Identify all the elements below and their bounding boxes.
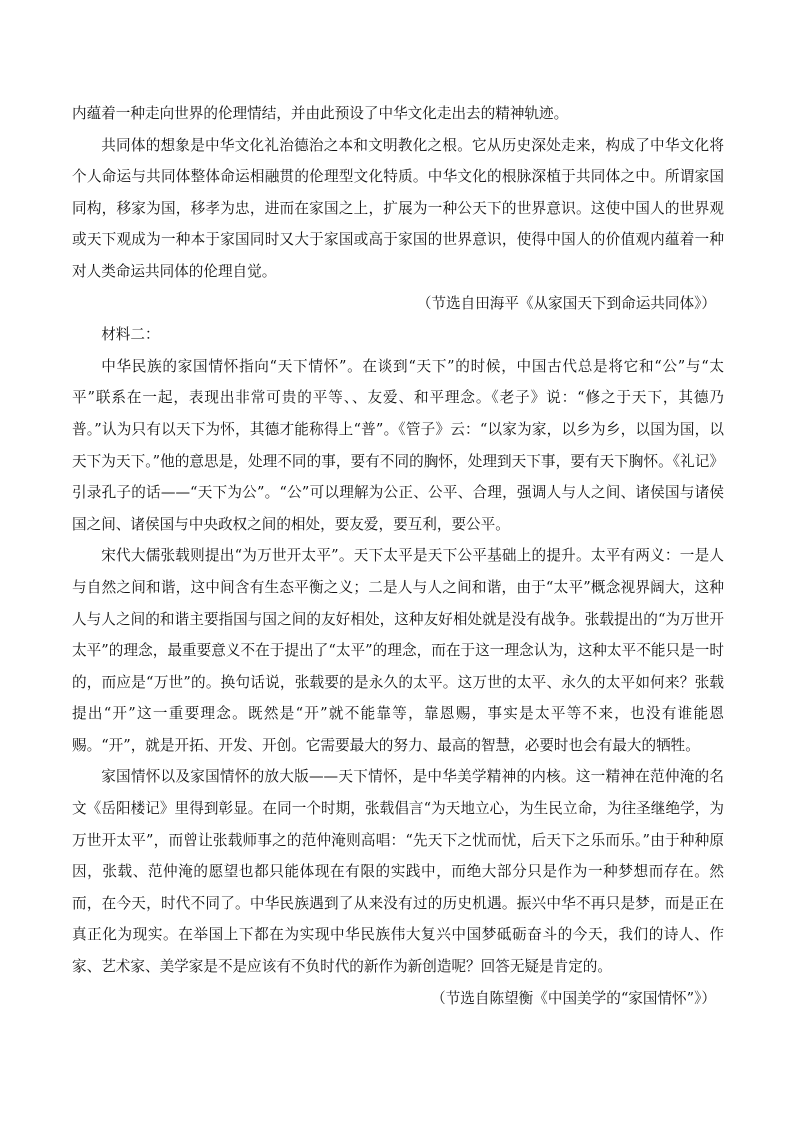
source-citation-2: （节选自陈望衡《中国美学的“家国情怀”》） [431, 989, 716, 1007]
paragraph-tianxia: 中华民族的家国情怀指向“天下情怀”。在谈到“天下”的时候，中国古代总是将它和“公”与“太平”联系在一起，表现出非常可贵的平等、、友爱、和平理念。《老子》说：“修之于天下，其德乃普。”认为只有以天下为怀，其德才能称得上“普”。《管子》云：“以家为家，以乡为乡，以国为国，以天下为天下。”他的意思是，处理不同的事，要有不同的胸怀，处理到天下事，要有天下胸怀。《礼记》引录孔子的话——“天下为公”。“公”可以理解为公正、公平、合理，强调人与人之间、诸侯国与诸侯国之间、诸侯国与中央政权之间的相处，要友爱，要互利，要公平。 [72, 357, 724, 533]
source-citation-1: （节选自田海平《从家国天下到命运共同体》） [416, 294, 716, 312]
paragraph-aesthetics: 家国情怀以及家国情怀的放大版——天下情怀，是中华美学精神的内核。这一精神在范仲淹的名文《岳阳楼记》里得到彰显。在同一个时期，张载倡言“为天地立心，为生民立命，为往圣继绝学，为万世开太平”，而曾让张载师事之的范仲淹则高唱：“先天下之忧而忧，后天下之乐而乐。”由于种种原因，张载、范仲淹的愿望也都只能体现在有限的实践中，而绝大部分只是作为一种梦想而存在。然而，在今天，时代不同了。中华民族遇到了从来没有过的历史机遇。振兴中华不再只是梦，而是正在真正化为现实。在举国上下都在为实现中华民族伟大复兴中国梦砥砺奋斗的今天，我们的诗人、作家、艺术家、美学家是不是应该有不负时代的新作为新创造呢？回答无疑是肯定的。 [72, 768, 724, 976]
document-page [72, 98, 724, 1014]
paragraph-zhangzai: 宋代大儒张载则提出“为万世开太平”。天下太平是天下公平基础上的提升。太平有两义：一是人与自然之间和谐，这中间含有生态平衡之义；二是人与人之间和谐，由于“太平”概念视界阔大，这种人与人之间的和谐主要指国与国之间的友好相处，这种友好相处就是没有战争。张载提出的“为万世开太平”的理念，最重要意义不在于提出了“太平”的理念，而在于这一理念认为，这种太平不能只是一时的，而应是“万世”的。换句话说，张载要的是永久的太平。这万世的太平、永久的太平如何来？张载提出“开”这一重要理念。既然是“开”就不能靠等，靠恩赐，事实是太平等不来，也没有谁能恩赐。“开”，就是开拓、开发、开创。它需要最大的努力、最高的智慧，必要时也会有最大的牺牲。 [72, 547, 724, 754]
material-heading: 材料二： [101, 326, 160, 344]
paragraph-community: 共同体的想象是中华文化礼治德治之本和文明教化之根。它从历史深处走来，构成了中华文化将个人命运与共同体整体命运相融贯的伦理型文化特质。中华文化的根脉深植于共同体之中。所谓家国同构，移家为国，移孝为忠，进而在家国之上，扩展为一种公天下的世界意识。这使中国人的世界观或天下观成为一种本于家国同时又大于家国或高于家国的世界意识，使得中国人的价值观内蕴着一种对人类命运共同体的伦理自觉。 [72, 136, 724, 280]
paragraph-continuation: 内蕴着一种走向世界的伦理情结，并由此预设了中华文化走出去的精神轨迹。 [72, 105, 569, 122]
